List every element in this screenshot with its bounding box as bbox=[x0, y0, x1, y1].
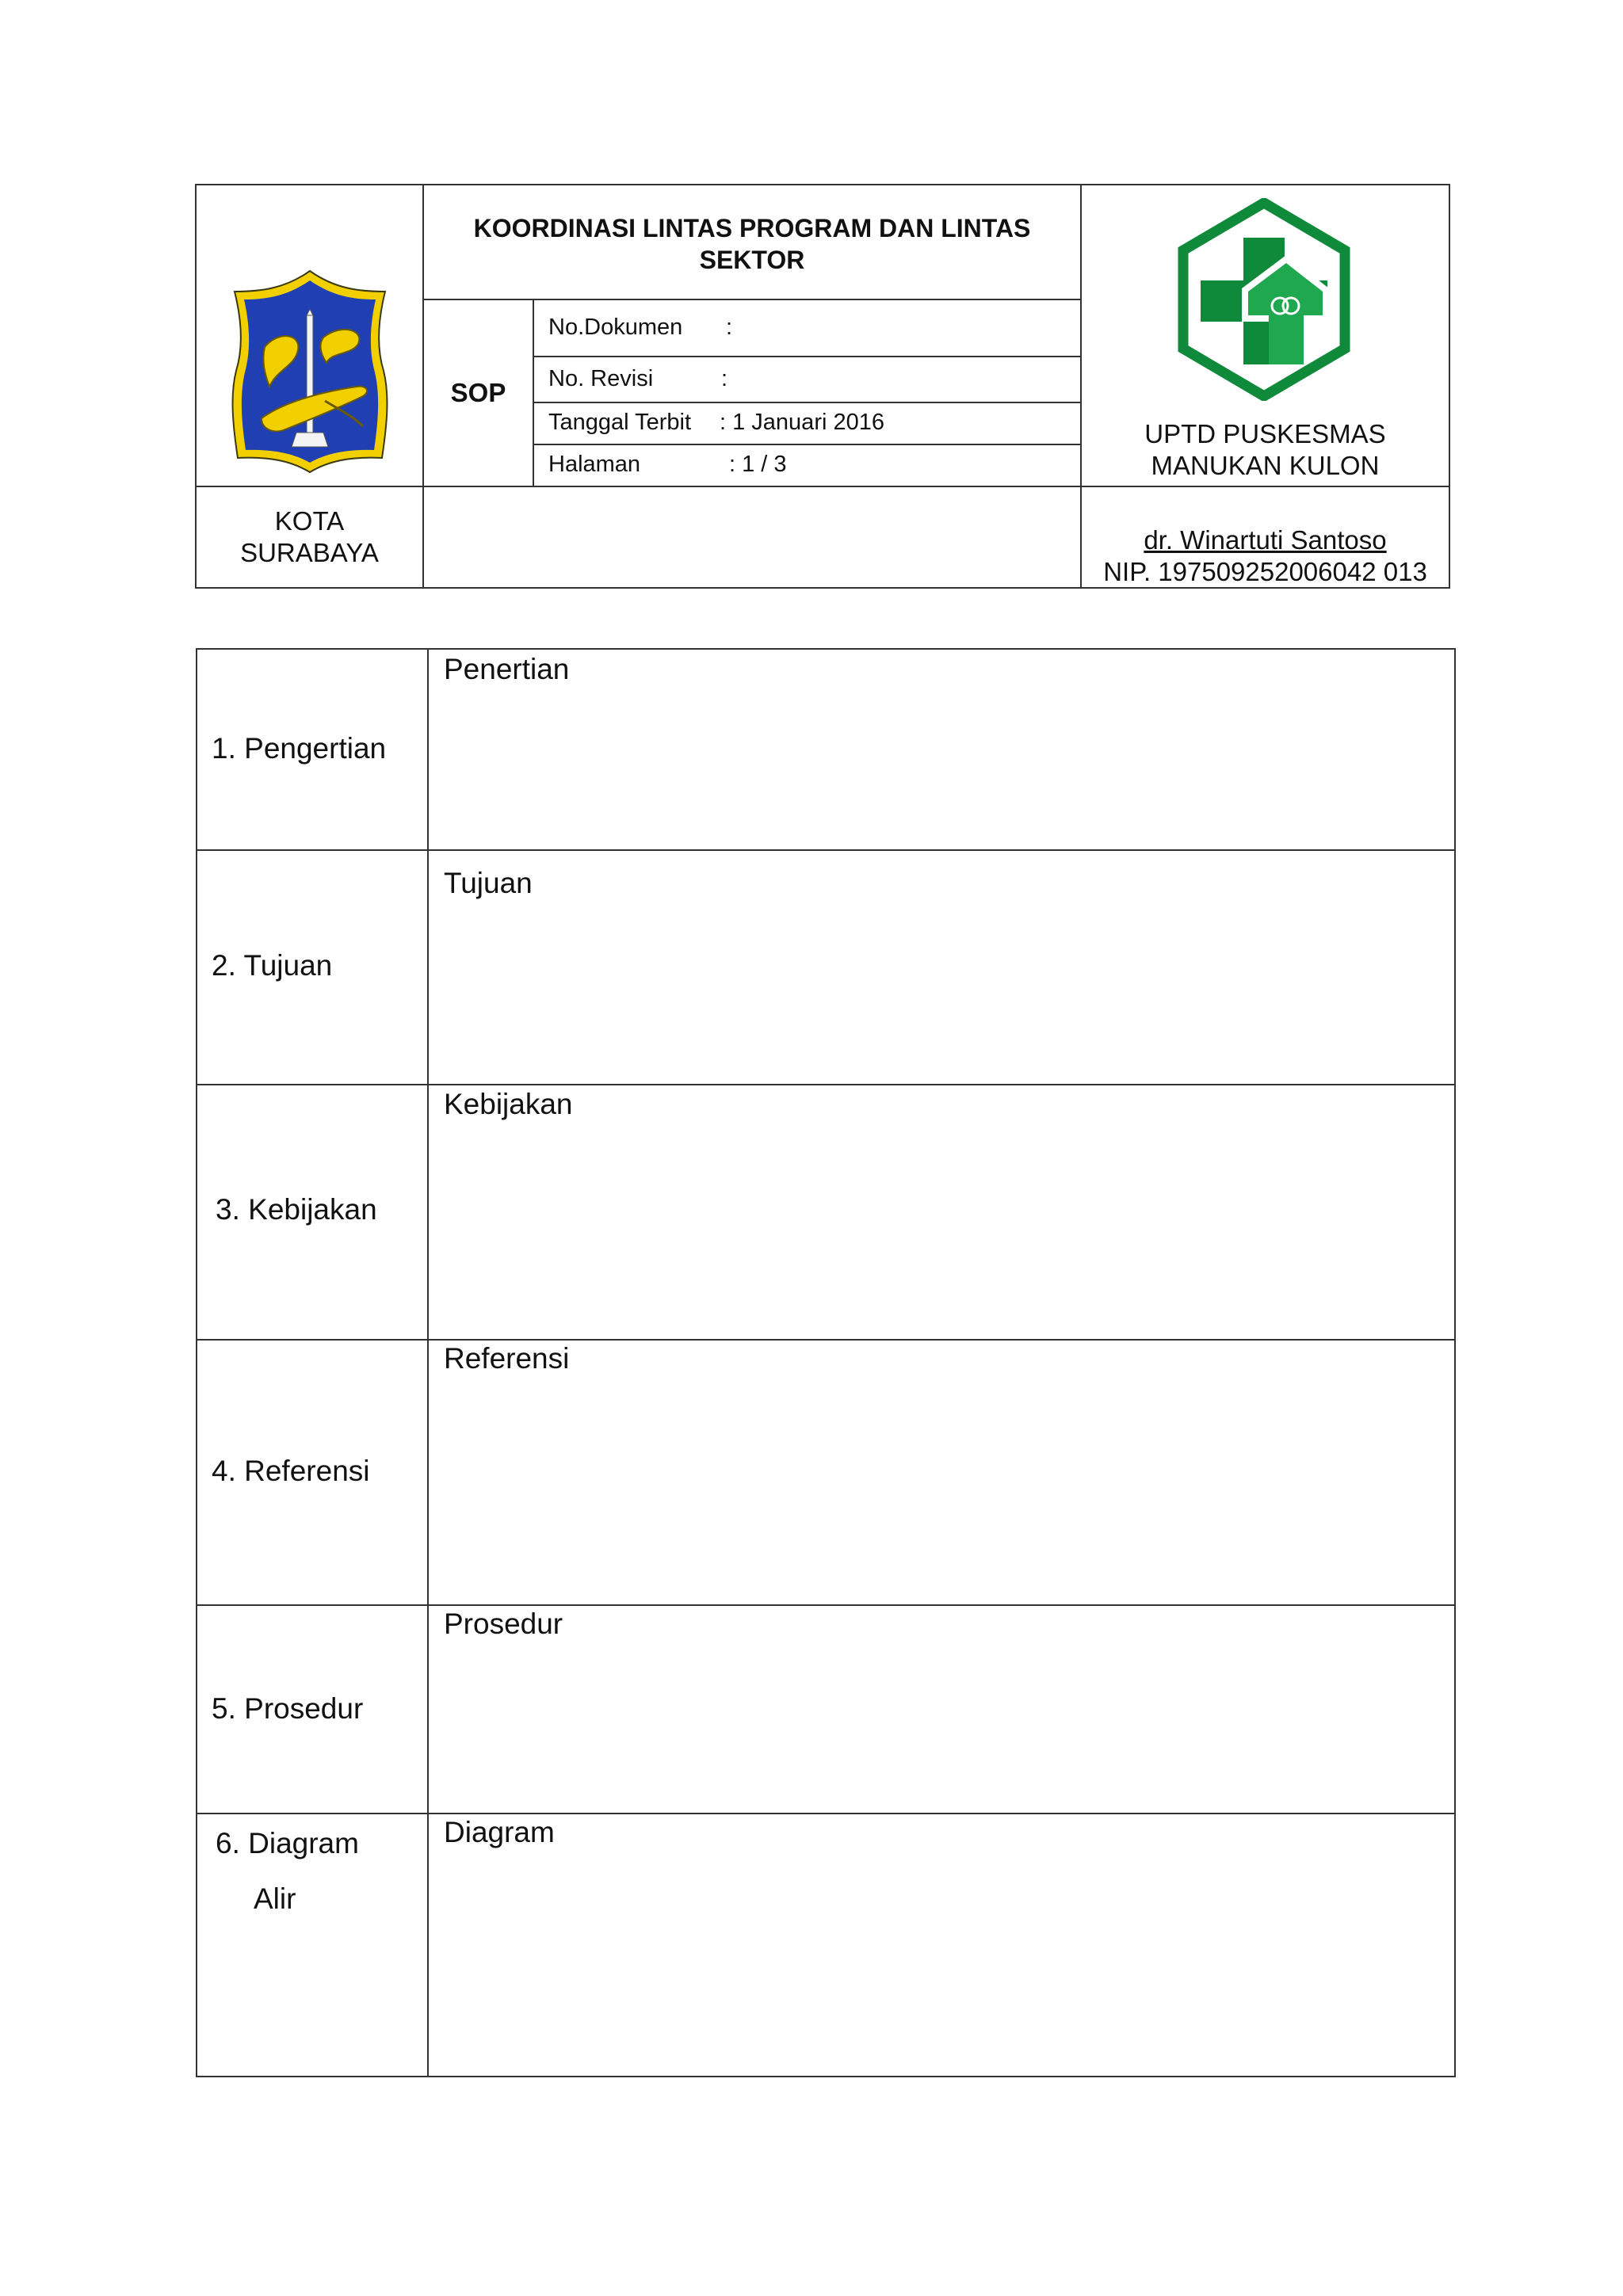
city-name-line1: KOTA bbox=[274, 506, 345, 536]
section-content-tujuan: Tujuan bbox=[444, 867, 533, 899]
section-content-prosedur: Prosedur bbox=[444, 1608, 563, 1640]
meta-row-page bbox=[548, 452, 1071, 480]
meta-label: No. Revisi bbox=[548, 366, 654, 391]
section-label-prosedur: 5. Prosedur bbox=[212, 1692, 364, 1725]
section-label-referensi: 4. Referensi bbox=[212, 1455, 370, 1487]
section-label-diagram-alir bbox=[216, 1816, 359, 1927]
section-content-diagram: Diagram bbox=[444, 1816, 555, 1848]
section-content-pengertian: Penertian bbox=[444, 653, 570, 685]
meta-value: : bbox=[726, 315, 733, 340]
meta-value: : 1 Januari 2016 bbox=[720, 410, 884, 435]
document-title: KOORDINASI LINTAS PROGRAM DAN LINTAS SEKTOR bbox=[473, 213, 1031, 274]
meta-label: Tanggal Terbit bbox=[548, 410, 692, 435]
surabaya-coat-of-arms-logo bbox=[230, 268, 390, 475]
meta-row-revision bbox=[548, 366, 1071, 395]
section-content-kebijakan: Kebijakan bbox=[444, 1088, 573, 1120]
organization-name bbox=[1082, 418, 1449, 482]
section-label-line1: 6. Diagram bbox=[216, 1827, 359, 1859]
section-label-pengertian: 1. Pengertian bbox=[212, 732, 387, 765]
signatory-nip: NIP. 197509252006042 013 bbox=[1103, 557, 1427, 586]
city-name-line2: SURABAYA bbox=[240, 538, 379, 567]
meta-row-document-number bbox=[548, 315, 1071, 343]
sop-label: SOP bbox=[450, 378, 506, 407]
meta-label: No.Dokumen bbox=[548, 315, 683, 340]
meta-label: Halaman bbox=[548, 452, 641, 477]
section-label-kebijakan: 3. Kebijakan bbox=[216, 1193, 377, 1226]
organization-name-line1: UPTD PUSKESMAS bbox=[1144, 419, 1386, 448]
meta-value: : bbox=[721, 366, 728, 391]
meta-value: : 1 / 3 bbox=[729, 452, 787, 477]
signatory-block bbox=[1082, 524, 1449, 588]
puskesmas-logo bbox=[1175, 198, 1353, 401]
organization-name-line2: MANUKAN KULON bbox=[1151, 451, 1380, 480]
city-name bbox=[197, 505, 422, 569]
signatory-name: dr. Winartuti Santoso bbox=[1144, 525, 1387, 555]
section-content-referensi: Referensi bbox=[444, 1342, 570, 1375]
meta-row-issue-date bbox=[548, 410, 1071, 438]
section-label-line2: Alir bbox=[254, 1882, 296, 1915]
section-label-tujuan: 2. Tujuan bbox=[212, 949, 333, 982]
